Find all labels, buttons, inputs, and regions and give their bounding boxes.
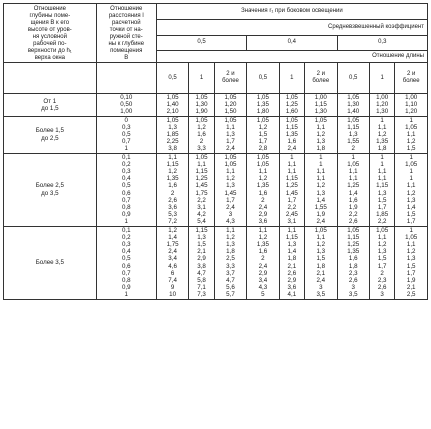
table-cell: 1,1 1,15 1,2 1,35 1,6 2 2,6 3,6 5,3 7,2 — [156, 153, 188, 226]
table-cell: 1,05 1,05 1,1 1,2 1,35 1,6 2 2,4 2,9 3,6 — [247, 153, 279, 226]
table-cell: 0 0,3 0,5 0,7 1 — [96, 116, 156, 153]
table-cell: 1,05 1,1 1,2 1,3 1,5 1,7 2 2,3 2,6 3 — [369, 226, 394, 299]
header-sub-9: 2 и более — [395, 63, 428, 94]
table-cell: 1,05 1,1 1,2 1,3 1,8 — [305, 116, 337, 153]
table-cell: 1,00 1,15 1,30 — [305, 94, 337, 117]
header-coef-0-4: 0,4 — [247, 35, 337, 50]
table-cell: 1,05 1,40 2,10 — [156, 94, 188, 117]
table-cell: 0,10 0,50 1,00 — [96, 94, 156, 117]
table-cell: 1,05 1,1 1,3 1,7 2,4 — [214, 116, 246, 153]
table-cell: 1,05 1,15 1,25 1,35 1,6 1,8 2,3 2,6 3 3,5 — [337, 226, 369, 299]
table-cell: 1,05 1,05 1,1 1,2 1,3 1,45 1,7 2,4 3 4,3 — [214, 153, 246, 226]
group-label: От 1 до 1,5 — [4, 94, 97, 117]
table-cell: 1 1,1 1,1 1,15 1,25 1,45 1,7 2,2 2,45 3,1 — [279, 153, 304, 226]
header-sub-1: 0,5 — [156, 63, 188, 94]
table-cell: 1 1,05 1 1 1,1 1,2 1,3 1,4 1,5 1,7 — [395, 153, 428, 226]
table-cell: 1,05 1,2 1,6 2 3,3 — [189, 116, 214, 153]
table-cell: 1,05 1,15 1,3 1,55 2 — [337, 116, 369, 153]
table-cell: 1,05 1,20 1,50 — [214, 94, 246, 117]
table-cell: 1,05 1,3 1,85 2,25 3,8 — [156, 116, 188, 153]
table-cell: 1,00 1,20 1,30 — [369, 94, 394, 117]
header-sub-2: 1 — [189, 63, 214, 94]
table-cell: 1,00 1,10 1,20 — [395, 94, 428, 117]
header-sub-8: 1 — [369, 63, 394, 94]
header-spacer-1 — [4, 63, 97, 94]
table-cell: 1 1,05 1,1 1,1 1,25 1,4 1,6 1,9 2,2 2,6 — [337, 153, 369, 226]
header-sub-7: 0,5 — [337, 63, 369, 94]
table-row — [4, 226, 428, 299]
table-cell: 0,1 0,2 0,3 0,4 0,5 0,6 0,7 0,8 0,9 1 — [96, 226, 156, 299]
group-label: Более 2,5 до 3,5 — [4, 153, 97, 226]
table-cell: 1,1 1,2 1,35 1,6 2 2,4 2,9 3,4 4,3 5 — [247, 226, 279, 299]
illumination-table — [3, 3, 428, 300]
table-row — [4, 94, 428, 117]
header-sub-3: 2 и более — [214, 63, 246, 94]
header-avg-coefficient: Средневзвешенный коэффициент — [156, 19, 427, 35]
table-cell: 1 1 1,1 1,1 1,15 1,3 1,5 1,7 1,85 2,2 — [369, 153, 394, 226]
table-cell: 1,05 1,2 1,5 1,7 2,8 — [247, 116, 279, 153]
table-cell: 1,05 1,25 1,60 — [279, 94, 304, 117]
header-depth-ratio: Отношение глубины поме- щения В к его высоте от уров- ня условной рабочей по- верхности до h₁ верха окна — [4, 4, 97, 63]
table-cell: 1,15 1,3 1,5 2,1 2,9 3,8 4,7 5,8 7,1 7,3 — [189, 226, 214, 299]
table-cell: 1,05 1,30 1,40 — [337, 94, 369, 117]
table-cell: 1,05 1,1 1,2 1,3 1,5 1,8 2,1 2,4 3 3,5 — [305, 226, 337, 299]
group-label: Более 1,5 до 2,5 — [4, 116, 97, 153]
table-cell: 1,1 1,15 1,3 1,4 1,8 2,1 2,6 2,9 3,6 4,1 — [279, 226, 304, 299]
table-row — [4, 116, 428, 153]
header-values-title: Значения r₁ при боковом освещении — [156, 4, 427, 20]
table-cell: 1 1,1 1,2 1,35 1,8 — [369, 116, 394, 153]
header-sub-4: 0,5 — [247, 63, 279, 94]
table-cell: 1,05 1,30 1,90 — [189, 94, 214, 117]
table-cell: 1 1 1,1 1,1 1,2 1,3 1,4 1,55 1,9 2,4 — [305, 153, 337, 226]
table-cell: 0,1 0,2 0,3 0,4 0,5 0,6 0,7 0,8 0,9 1 — [96, 153, 156, 226]
header-length-ratio: Отношение длины — [156, 50, 427, 62]
table-cell: 1 1,05 1,1 1,2 1,3 1,5 1,7 1,9 2,1 2,5 — [395, 226, 428, 299]
header-distance-ratio: Отношение расстояния l расчетной точки от на- ружной сте- ны к глубине помещения В — [96, 4, 156, 63]
table-cell: 1,05 1,35 1,80 — [247, 94, 279, 117]
group-label: Более 3,5 — [4, 226, 97, 299]
header-sub-5: 1 — [279, 63, 304, 94]
table-row — [4, 153, 428, 226]
table-cell: 1 1,05 1,1 1,2 1,5 — [395, 116, 428, 153]
header-spacer-2 — [96, 63, 156, 94]
header-coef-0-3: 0,3 — [337, 35, 428, 50]
table-cell: 1,05 1,15 1,35 1,6 2,4 — [279, 116, 304, 153]
header-sub-6: 2 и более — [305, 63, 337, 94]
table-cell: 1,05 1,1 1,15 1,25 1,45 1,75 2,2 3,1 4,2 5,4 — [189, 153, 214, 226]
header-coef-0-5: 0,5 — [156, 35, 246, 50]
table-cell: 1,1 1,2 1,3 1,8 2,5 3,3 3,7 4,7 5,6 5,7 — [214, 226, 246, 299]
table-cell: 1,2 1,4 1,75 2,4 3,4 4,6 6 7,4 9 10 — [156, 226, 188, 299]
